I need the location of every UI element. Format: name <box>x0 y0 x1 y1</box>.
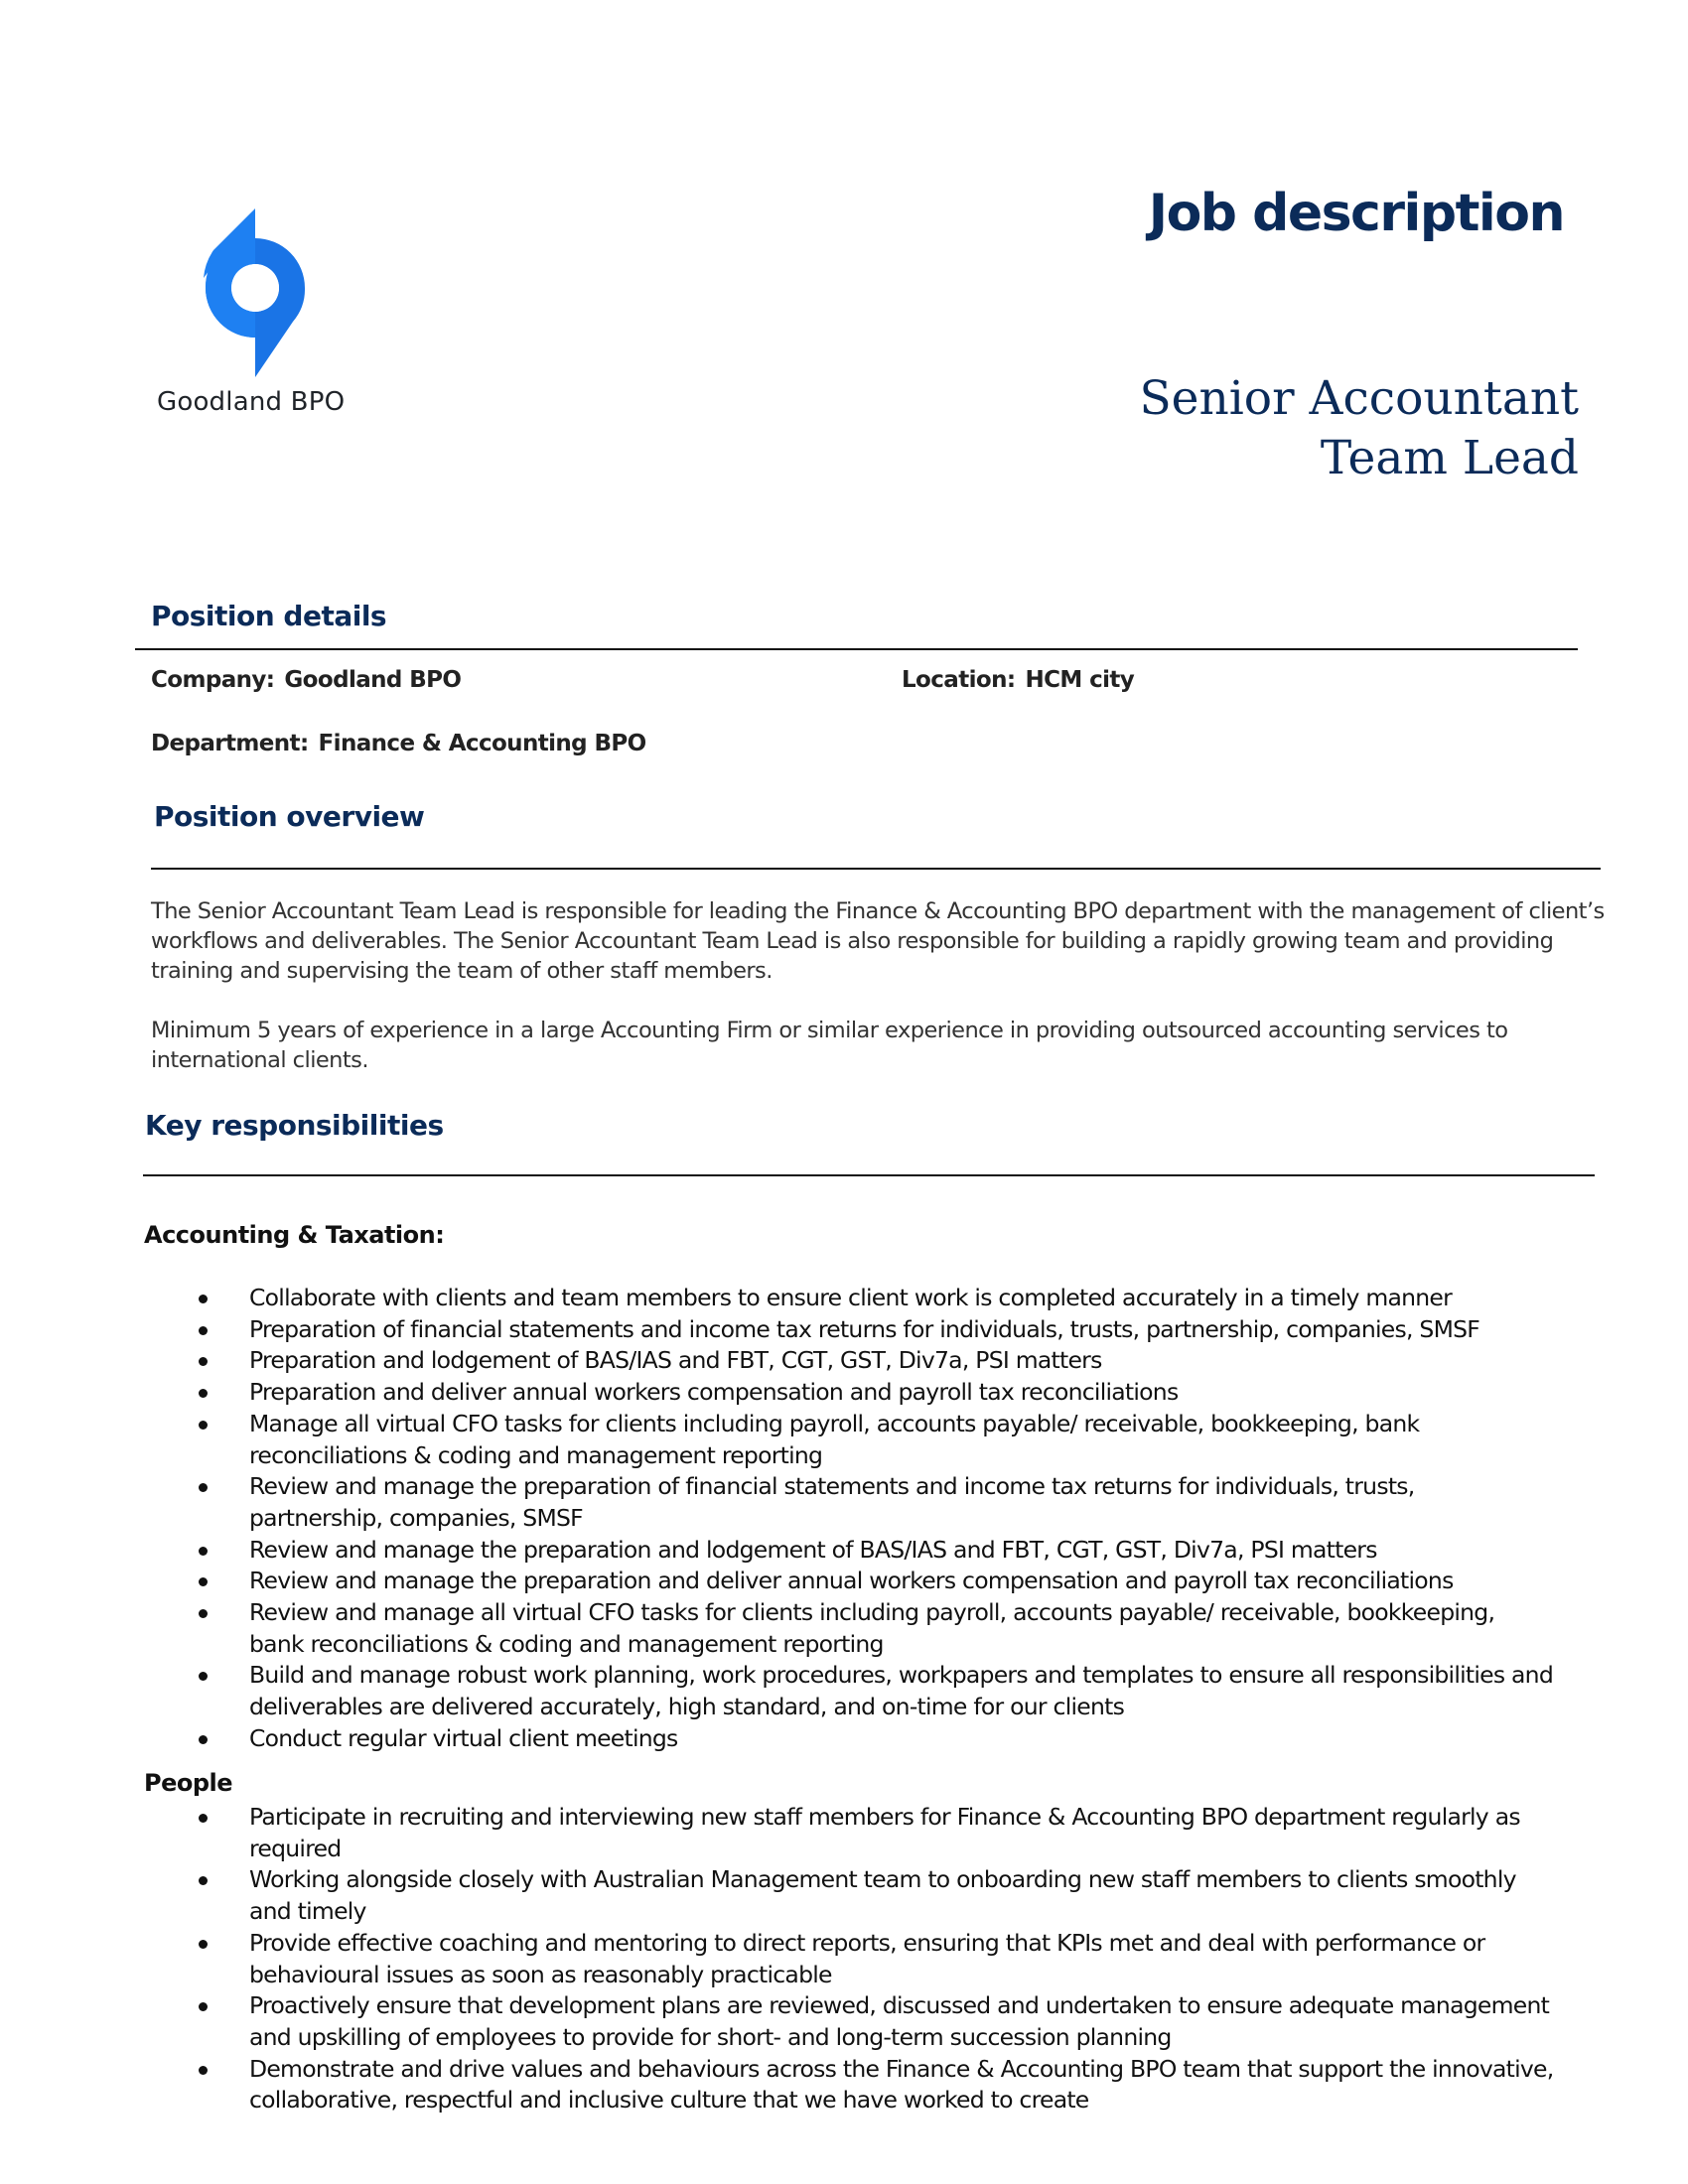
list-item: Preparation of financial statements and income tax returns for individuals, trusts, partnership, companies, SMSF <box>144 1314 1554 1346</box>
bullet-icon <box>199 1326 208 1335</box>
location-label: Location: <box>902 667 1016 693</box>
company-value: Goodland BPO <box>284 667 462 693</box>
bullet-icon <box>199 1421 208 1430</box>
bullet-icon <box>199 1389 208 1398</box>
department-value: Finance & Accounting BPO <box>318 731 646 756</box>
company-logo-text: Goodland BPO <box>157 387 346 417</box>
position-details-divider <box>135 648 1578 650</box>
list-item: Conduct regular virtual client meetings <box>144 1723 1554 1755</box>
key-responsibilities-heading: Key responsibilities <box>145 1109 444 1142</box>
list-item: Provide effective coaching and mentoring to direct reports, ensuring that KPIs met and deal with performance or behavioural issues as soon as reasonably practicable <box>144 1928 1554 1990</box>
bullet-icon <box>199 1814 208 1823</box>
company-field <box>151 667 461 693</box>
bullet-icon <box>199 1547 208 1556</box>
position-overview-heading: Position overview <box>154 800 425 833</box>
list-item: Review and manage the preparation and lodgement of BAS/IAS and FBT, CGT, GST, Div7a, PSI matters <box>144 1535 1554 1567</box>
list-item: Participate in recruiting and interviewing new staff members for Finance & Accounting BPO department regularly as required <box>144 1802 1554 1864</box>
bullet-icon <box>199 1672 208 1681</box>
bullet-icon <box>199 1609 208 1618</box>
overview-paragraph-1: The Senior Accountant Team Lead is responsible for leading the Finance & Accounting BPO department with the management of client’s workflows and deliverables. The Senior Accountant Team Lead is also responsible for building a rapidly growing team and providing training and supervising the team of other staff members. <box>151 898 1605 984</box>
bullet-icon <box>199 1577 208 1586</box>
job-title <box>1139 369 1579 488</box>
company-logo-icon <box>194 208 313 377</box>
location-field <box>902 667 1134 693</box>
overview-paragraph-2: Minimum 5 years of experience in a large Accounting Firm or similar experience in providing outsourced accounting services to international clients. <box>151 1018 1508 1073</box>
list-item: Manage all virtual CFO tasks for clients including payroll, accounts payable/ receivable, bookkeeping, bank reconciliations & coding and management reporting <box>144 1409 1554 1471</box>
list-item: Build and manage robust work planning, work procedures, workpapers and templates to ensure all responsibilities and deliverables are delivered accurately, high standard, and on-time for our clients <box>144 1660 1554 1722</box>
list-item: Review and manage the preparation of financial statements and income tax returns for individuals, trusts, partnership, companies, SMSF <box>144 1471 1554 1534</box>
job-title-line-1: Senior Accountant <box>1139 371 1579 426</box>
bullet-icon <box>199 1876 208 1885</box>
bullet-icon <box>199 1940 208 1949</box>
list-item: Proactively ensure that development plans are reviewed, discussed and undertaken to ensure adequate management and upskilling of employees to provide for short- and long-term succession planning <box>144 1990 1554 2053</box>
key-responsibilities-divider <box>143 1174 1595 1176</box>
people-list <box>144 1802 1554 2116</box>
list-item: Collaborate with clients and team members to ensure client work is completed accurately in a timely manner <box>144 1283 1554 1314</box>
list-item: Working alongside closely with Australian Management team to onboarding new staff members to clients smoothly and timely <box>144 1864 1554 1927</box>
accounting-taxation-subheading: Accounting & Taxation: <box>144 1221 445 1249</box>
bullet-icon <box>199 2066 208 2075</box>
bullet-icon <box>199 1357 208 1366</box>
company-label: Company: <box>151 667 275 693</box>
bullet-icon <box>199 1735 208 1744</box>
position-overview-divider <box>151 868 1601 870</box>
bullet-icon <box>199 2002 208 2011</box>
department-label: Department: <box>151 731 309 756</box>
location-value: HCM city <box>1025 667 1135 693</box>
people-subheading: People <box>144 1769 233 1797</box>
job-title-line-2: Team Lead <box>1320 431 1579 485</box>
list-item: Review and manage all virtual CFO tasks for clients including payroll, accounts payable/ receivable, bookkeeping, bank reconciliations & coding and management reporting <box>144 1597 1554 1660</box>
document-title: Job description <box>1148 184 1564 243</box>
list-item: Demonstrate and drive values and behaviours across the Finance & Accounting BPO team that support the innovative, collaborative, respectful and inclusive culture that we have worked to create <box>144 2054 1554 2116</box>
bullet-icon <box>199 1483 208 1492</box>
department-field <box>151 731 646 756</box>
list-item: Review and manage the preparation and deliver annual workers compensation and payroll tax reconciliations <box>144 1566 1554 1597</box>
bullet-icon <box>199 1295 208 1303</box>
list-item: Preparation and deliver annual workers compensation and payroll tax reconciliations <box>144 1377 1554 1409</box>
list-item: Preparation and lodgement of BAS/IAS and FBT, CGT, GST, Div7a, PSI matters <box>144 1345 1554 1377</box>
accounting-taxation-list <box>144 1283 1554 1755</box>
position-details-heading: Position details <box>151 600 387 632</box>
